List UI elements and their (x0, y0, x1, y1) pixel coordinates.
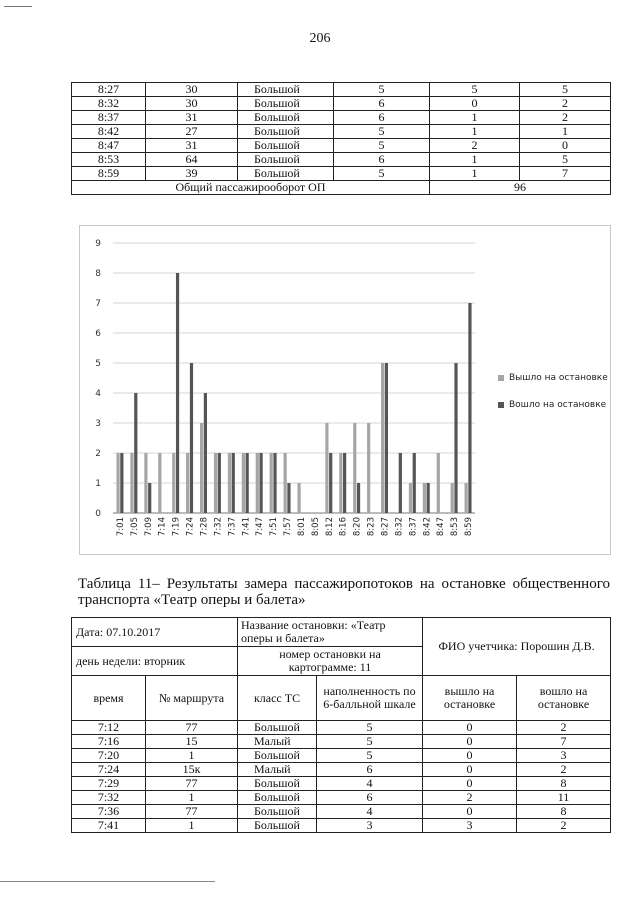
table-caption: Таблица 11– Результаты замера пассажиропотоков на остановке общественного транспорта «Театр оперы и балета» (78, 576, 610, 608)
x-tick-label: 7:37 (227, 517, 238, 537)
bar-exited (437, 453, 440, 513)
y-tick-label: 2 (95, 449, 101, 459)
bar-entered (385, 363, 388, 513)
table-cell: 5 (317, 749, 423, 763)
bar-exited (409, 483, 412, 513)
bar-exited (172, 453, 175, 513)
table-cell: 8 (517, 777, 611, 791)
x-tick-label: 8:20 (352, 517, 363, 537)
bar-entered (329, 453, 332, 513)
bar-exited (270, 453, 273, 513)
header-entered: вошло на остановке (517, 676, 611, 721)
table-cell: 7:29 (72, 777, 146, 791)
x-tick-label: 7:41 (241, 517, 252, 537)
table-row (72, 791, 611, 805)
table-cell: 7:41 (72, 819, 146, 833)
table-cell: 2 (430, 139, 520, 153)
table-cell: 0 (423, 735, 517, 749)
table-cell: 0 (423, 805, 517, 819)
bar-exited (325, 423, 328, 513)
header-fill-level: наполненность по 6-балльной шкале (317, 676, 423, 721)
bar-exited (465, 483, 468, 513)
table-cell: 3 (423, 819, 517, 833)
table-cell: 5 (334, 83, 430, 97)
table-cell: 6 (334, 153, 430, 167)
x-tick-label: 8:12 (324, 517, 335, 537)
table-cell: 7:36 (72, 805, 146, 819)
x-tick-label: 8:16 (338, 517, 349, 537)
x-tick-label: 8:53 (450, 517, 461, 537)
table-cell: 1 (430, 125, 520, 139)
table-cell: 2 (517, 819, 611, 833)
y-tick-label: 3 (95, 419, 101, 429)
table-cell: 11 (517, 791, 611, 805)
table-row (72, 83, 611, 97)
table-cell: 3 (517, 749, 611, 763)
bar-entered (454, 363, 457, 513)
table-cell: 6 (334, 97, 430, 111)
x-tick-label: 8:42 (422, 517, 433, 537)
table-cell: 2 (520, 97, 611, 111)
total-label: Общий пассажирооборот ОП (72, 181, 430, 195)
bar-entered (357, 483, 360, 513)
x-tick-label: 7:14 (157, 517, 168, 537)
bar-exited (144, 453, 147, 513)
table-cell: 5 (520, 153, 611, 167)
bar-exited (353, 423, 356, 513)
table-row (72, 139, 611, 153)
table-row (72, 125, 611, 139)
legend-item-exited (498, 373, 608, 383)
y-tick-label: 7 (95, 299, 101, 309)
bar-entered (287, 483, 290, 513)
legend-swatch-exited (498, 375, 504, 381)
table-cell: 77 (146, 805, 238, 819)
bar-exited (423, 483, 426, 513)
bar-exited (200, 423, 203, 513)
table-row (72, 97, 611, 111)
x-tick-label: 8:59 (464, 517, 475, 537)
bar-entered (190, 363, 193, 513)
table-cell: 1 (520, 125, 611, 139)
bar-entered (120, 453, 123, 513)
table-row (72, 111, 611, 125)
table-cell: 2 (423, 791, 517, 805)
x-tick-label: 8:47 (436, 517, 447, 537)
bar-exited (242, 453, 245, 513)
table-cell: 5 (317, 721, 423, 735)
table-row (72, 777, 611, 791)
header-vehicle-class: класс ТС (238, 676, 317, 721)
x-tick-label: 7:05 (129, 517, 140, 537)
x-tick-label: 7:24 (185, 517, 196, 537)
table-cell: 39 (146, 167, 238, 181)
table-cell: 1 (430, 153, 520, 167)
table-cell: Большой (238, 721, 317, 735)
table-cell: 7 (520, 167, 611, 181)
table-cell: 7:24 (72, 763, 146, 777)
legend-label-entered: Вошло на остановке (509, 400, 607, 410)
bar-exited (228, 453, 231, 513)
page-number: 206 (309, 31, 331, 46)
header-time: время (72, 676, 146, 721)
table-cell: 15к (146, 763, 238, 777)
weekday-cell: день недели: вторник (72, 647, 238, 676)
stop-name-cell: Название остановки: «Театр оперы и балета» (238, 618, 423, 647)
table-cell: 31 (146, 139, 238, 153)
bar-exited (256, 453, 259, 513)
table-cell: 5 (430, 83, 520, 97)
table-row (72, 153, 611, 167)
x-tick-label: 7:57 (283, 517, 294, 537)
table-cell: 7 (517, 735, 611, 749)
table-cell: 4 (317, 777, 423, 791)
table-cell: 6 (334, 111, 430, 125)
table-cell: 77 (146, 777, 238, 791)
bar-exited (186, 453, 189, 513)
table-cell: Большой (238, 125, 334, 139)
table-cell: 6 (317, 763, 423, 777)
table-cell: 1 (146, 819, 238, 833)
table-cell: 31 (146, 111, 238, 125)
table-cell: Большой (238, 777, 317, 791)
table-cell: 1 (430, 111, 520, 125)
legend-swatch-entered (498, 402, 504, 408)
table-cell: 0 (423, 777, 517, 791)
table-cell: 7:12 (72, 721, 146, 735)
bottom-rule (0, 881, 215, 882)
legend-label-exited: Вышло на остановке (509, 373, 608, 383)
table-cell: Большой (238, 153, 334, 167)
bar-entered (134, 393, 137, 513)
table-cell: 6 (317, 791, 423, 805)
header-exited: вышло на остановке (423, 676, 517, 721)
table-cell: Большой (238, 97, 334, 111)
bar-exited (214, 453, 217, 513)
table-cell: 8:47 (72, 139, 146, 153)
table-cell: 8:59 (72, 167, 146, 181)
bar-exited (297, 483, 300, 513)
bar-exited (367, 423, 370, 513)
table-cell: Большой (238, 791, 317, 805)
y-tick-label: 8 (95, 269, 101, 279)
table-cell: 5 (334, 139, 430, 153)
bar-entered (204, 393, 207, 513)
x-tick-label: 7:28 (199, 517, 210, 537)
y-tick-label: 9 (95, 239, 101, 249)
bar-exited (451, 483, 454, 513)
bar-entered (246, 453, 249, 513)
table-cell: 0 (423, 763, 517, 777)
stop-measurement-table (71, 617, 611, 833)
x-tick-label: 8:23 (366, 517, 377, 537)
y-tick-label: 1 (95, 479, 101, 489)
table-cell: 0 (423, 721, 517, 735)
table-row (72, 805, 611, 819)
passenger-flow-chart (79, 225, 611, 555)
table-cell: 0 (423, 749, 517, 763)
bar-entered (468, 303, 471, 513)
table-cell: Большой (238, 83, 334, 97)
date-cell: Дата: 07.10.2017 (72, 618, 238, 647)
chart-legend (498, 373, 608, 427)
table-cell: Большой (238, 139, 334, 153)
legend-item-entered (498, 400, 608, 410)
table-cell: 5 (334, 125, 430, 139)
bar-exited (381, 363, 384, 513)
table-cell: 8:37 (72, 111, 146, 125)
table-cell: 7:16 (72, 735, 146, 749)
y-tick-label: 6 (95, 329, 101, 339)
table-cell: Малый (238, 763, 317, 777)
x-tick-label: 7:19 (171, 517, 182, 537)
table-row (72, 819, 611, 833)
table-cell: Большой (238, 167, 334, 181)
corner-mark (4, 6, 32, 7)
table-cell: 0 (430, 97, 520, 111)
table-cell: 8:42 (72, 125, 146, 139)
table-cell: 8 (517, 805, 611, 819)
table-cell: 5 (334, 167, 430, 181)
y-tick-label: 0 (95, 509, 101, 519)
x-tick-label: 7:01 (115, 517, 126, 537)
table-cell: Малый (238, 735, 317, 749)
header-route: № маршрута (146, 676, 238, 721)
bar-exited (116, 453, 119, 513)
table-cell: 30 (146, 83, 238, 97)
bar-entered (399, 453, 402, 513)
y-tick-label: 5 (95, 359, 101, 369)
passenger-table-continued (71, 82, 611, 195)
bar-exited (158, 453, 161, 513)
table-cell: Большой (238, 111, 334, 125)
table-row (72, 735, 611, 749)
table-cell: 27 (146, 125, 238, 139)
table-cell: 2 (517, 721, 611, 735)
table-cell: Большой (238, 819, 317, 833)
table-cell: 8:53 (72, 153, 146, 167)
y-tick-label: 4 (95, 389, 101, 399)
table-cell: 1 (430, 167, 520, 181)
table-cell: 2 (517, 763, 611, 777)
table-cell: 1 (146, 791, 238, 805)
table-cell: 7:20 (72, 749, 146, 763)
table-cell: Большой (238, 805, 317, 819)
table-cell: 8:27 (72, 83, 146, 97)
bar-exited (284, 453, 287, 513)
bar-entered (413, 453, 416, 513)
table-cell: 77 (146, 721, 238, 735)
x-tick-label: 8:05 (310, 517, 321, 537)
total-value: 96 (430, 181, 611, 195)
table-row (72, 763, 611, 777)
x-tick-label: 7:09 (143, 517, 154, 537)
x-tick-label: 8:37 (408, 517, 419, 537)
total-row (72, 181, 611, 195)
bar-entered (148, 483, 151, 513)
table-cell: 4 (317, 805, 423, 819)
table-row (72, 749, 611, 763)
table-cell: 5 (520, 83, 611, 97)
x-tick-label: 7:51 (269, 517, 280, 537)
bar-exited (339, 453, 342, 513)
table-cell: 30 (146, 97, 238, 111)
stop-number-cell: номер остановки на картограмме: 11 (238, 647, 423, 676)
x-tick-label: 7:47 (255, 517, 266, 537)
bar-exited (130, 453, 133, 513)
table-cell: 3 (317, 819, 423, 833)
table-cell: 1 (146, 749, 238, 763)
bar-entered (232, 453, 235, 513)
table-cell: 7:32 (72, 791, 146, 805)
x-tick-label: 7:32 (213, 517, 224, 537)
table-cell: 2 (520, 111, 611, 125)
bar-entered (273, 453, 276, 513)
bar-entered (343, 453, 346, 513)
bar-entered (218, 453, 221, 513)
table-row (72, 167, 611, 181)
counter-name-cell: ФИО учетчика: Порошин Д.В. (423, 618, 611, 676)
table-cell: Большой (238, 749, 317, 763)
table-cell: 15 (146, 735, 238, 749)
bar-entered (427, 483, 430, 513)
table-cell: 64 (146, 153, 238, 167)
table-cell: 8:32 (72, 97, 146, 111)
table-cell: 0 (520, 139, 611, 153)
bar-entered (259, 453, 262, 513)
table-row (72, 721, 611, 735)
x-tick-label: 8:27 (380, 517, 391, 537)
table-cell: 5 (317, 735, 423, 749)
x-tick-label: 8:32 (394, 517, 405, 537)
bar-entered (176, 273, 179, 513)
x-tick-label: 8:01 (296, 517, 307, 537)
